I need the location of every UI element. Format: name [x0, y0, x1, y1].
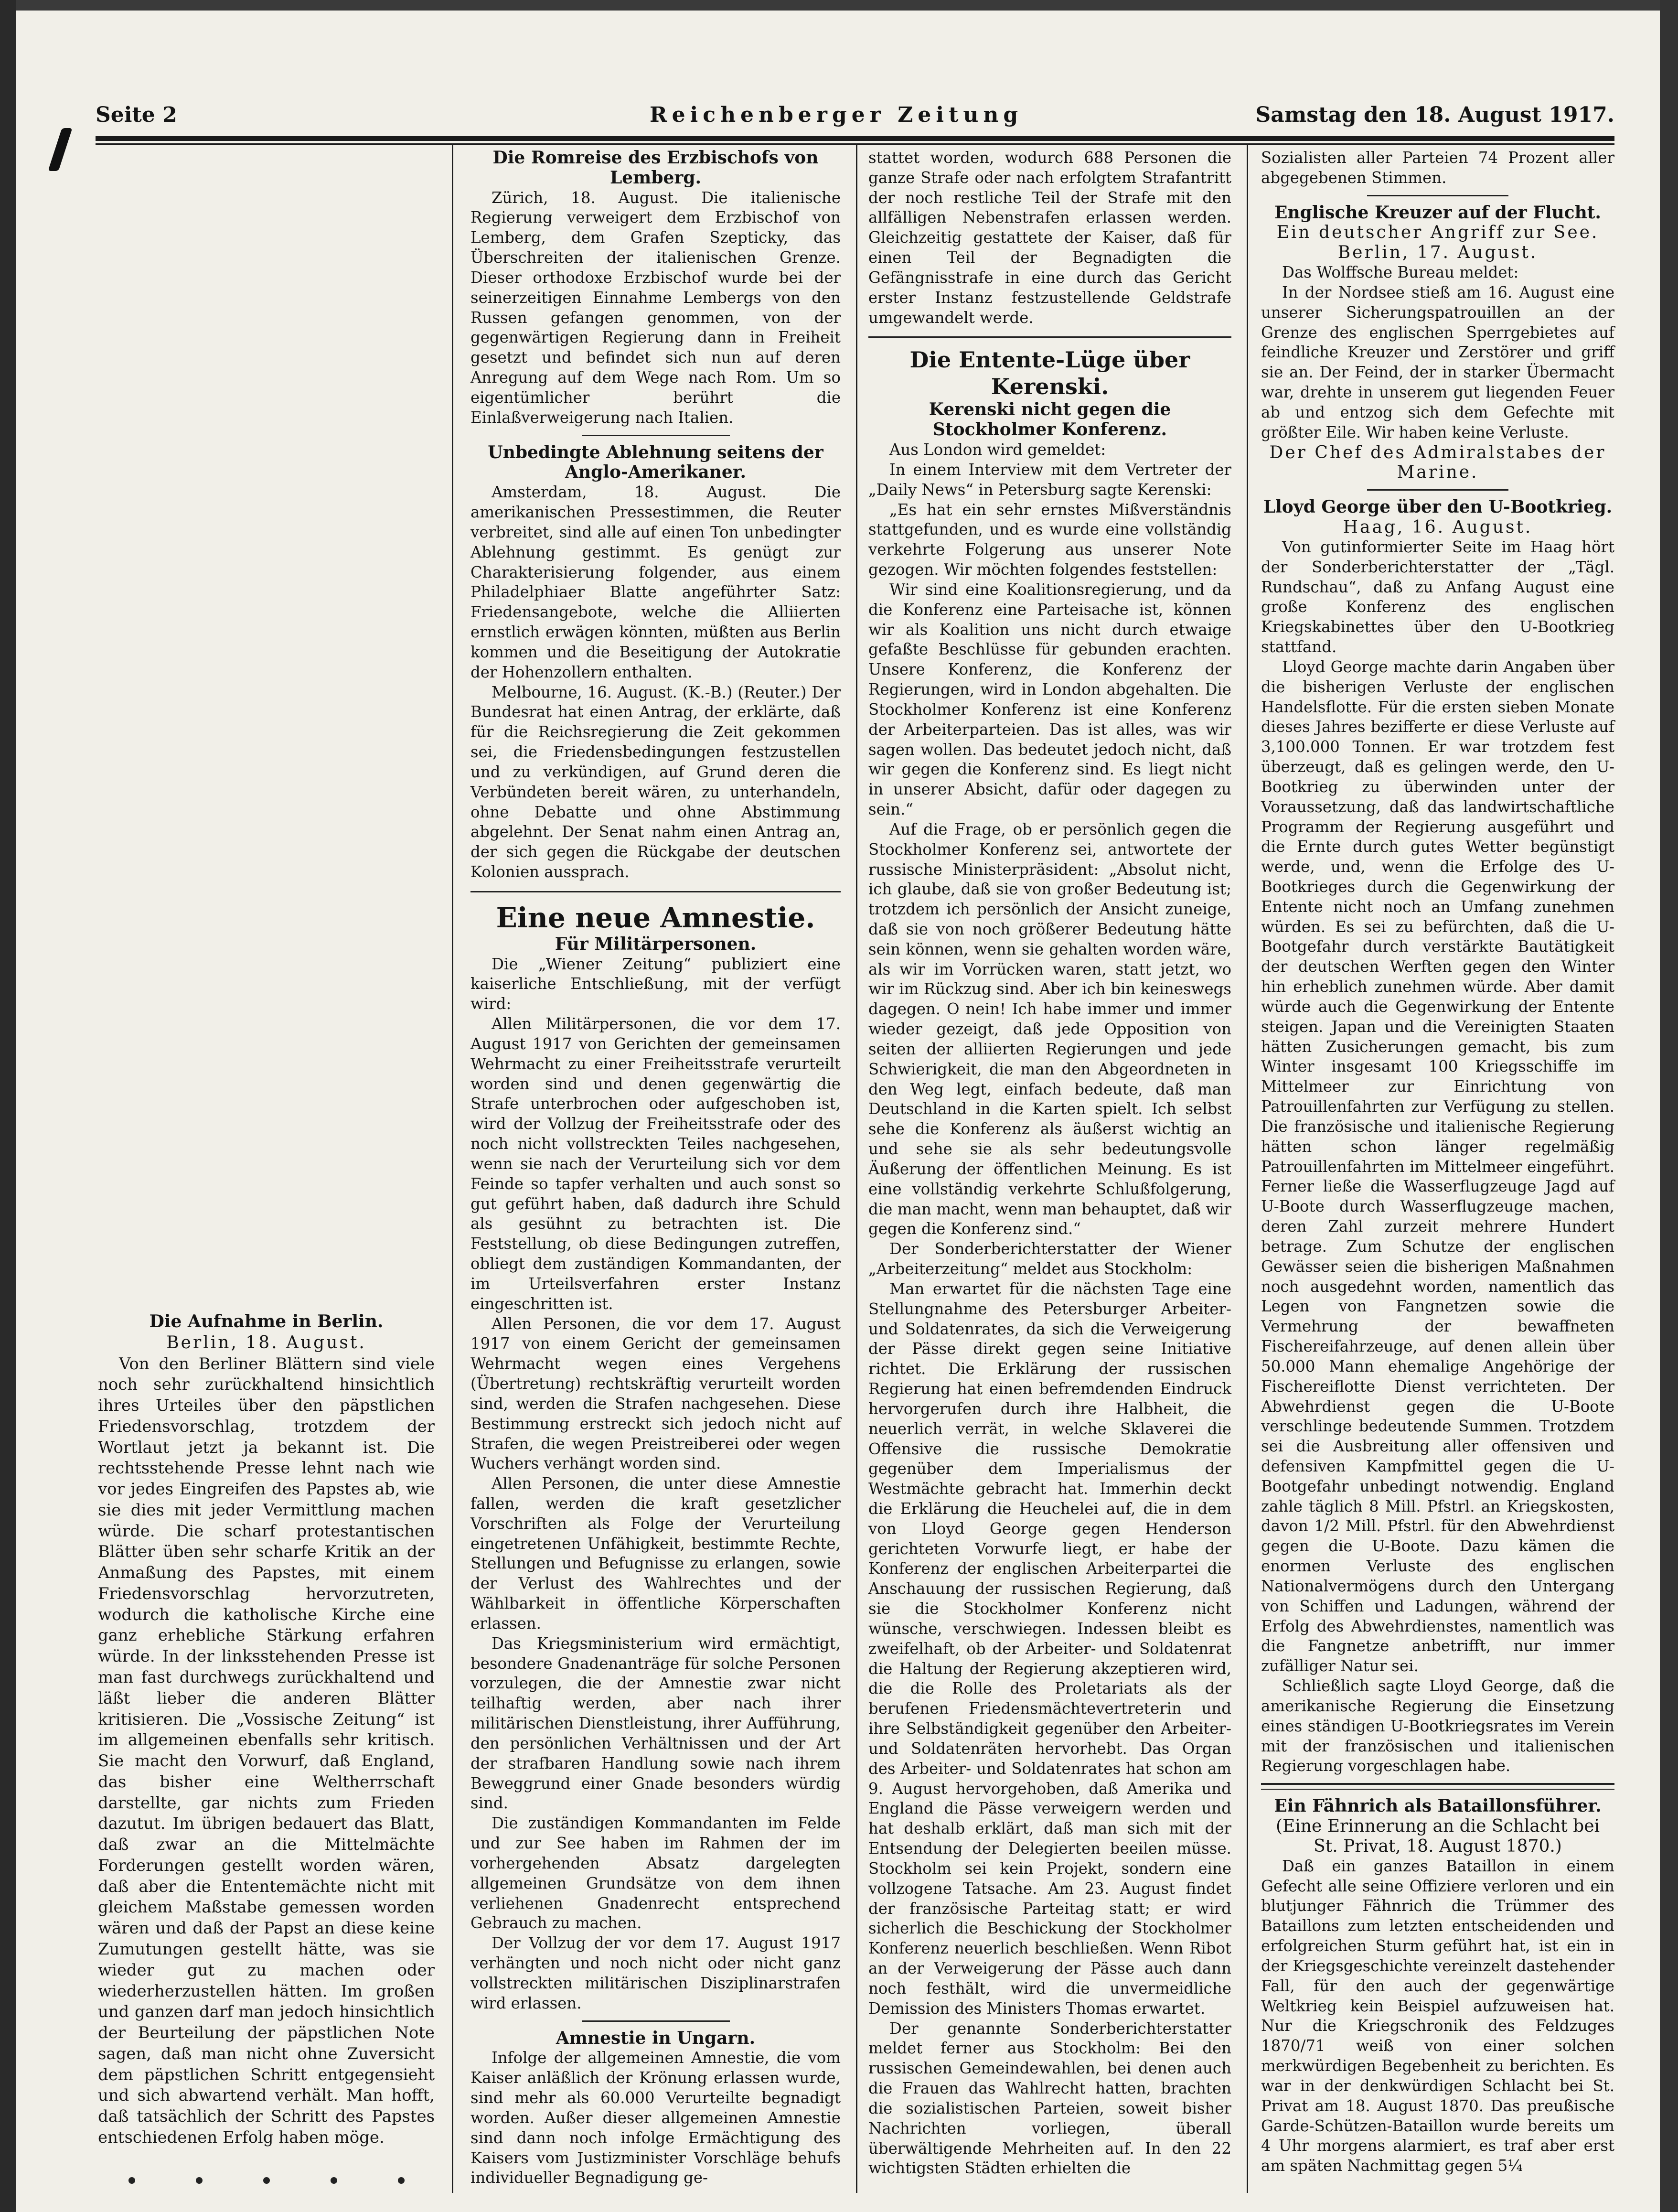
dateline: Berlin, 18. August.	[166, 1332, 366, 1353]
article-text: Von gutinformierter Seite im Haag hört der Sonderberichterstatter der „Tägl. Rundschau“, daß zu Anfang August eine große Konferenz des englischen Kriegskabinettes über den U-Bootkrieg stattfand.	[1261, 537, 1614, 656]
article-subheading: (Eine Erinnerung an die Schlacht bei St. Privat, 18. August 1870.)	[1275, 1816, 1600, 1856]
article-subheading: Ein deutscher Angriff zur See.	[1276, 223, 1599, 243]
article-text: Der Vollzug der vor dem 17. August 1917 verhängten und noch nicht oder nicht ganz vollstreckten militärischen Disziplinarstrafen wird erlassen.	[470, 1934, 841, 2012]
article-text: Melbourne, 16. August. (K.-B.) (Reuter.) Der Bundesrat hat einen Antrag, der erklärte, daß für die Reichsregierung die Zeit gekommen sei, die Friedensbedingungen festzustellen und zu verkündigen, auf Grund deren die Verbündeten bereit wären, zu unterhandeln, ohne Debatte und ohne Abstimmung abgelehnt. Der Senat nahm einen Antrag an, der sich gegen die Rückgabe der deutschen Kolonien aussprach.	[470, 683, 841, 881]
header-rule-thin	[96, 143, 1614, 145]
page-header	[96, 98, 1614, 136]
scan-right-edge	[1660, 0, 1678, 2212]
article-text: Allen Personen, die vor dem 17. August 1917 von einem Gericht der gemeinsamen Wehrmacht wegen eines Vergehens (Übertretung) rechtskräftig verurteilt worden sind, werden die Strafen nachgesehen. Diese Bestimmung erstreckt sich jedoch nicht auf Strafen, die wegen Preistreiberei oder wegen Wuchers verhängt worden sind.	[470, 1314, 841, 1473]
article-text: Der genannte Sonderberichterstatter meldet ferner aus Stockholm: Bei den russischen Gemeindewahlen, bei denen auch die Frauen das Wahlrecht hatten, brachten die sozialistischen Parteien, soweit bisher Nachrichten vorliegen, überall überwältigende Mehrheiten auf. In den 22 wichtigsten Städten erhielten die	[868, 2019, 1231, 2178]
article-subheading: Kerenski nicht gegen die Stockholmer Konferenz.	[929, 399, 1171, 440]
article-text: stattet worden, wodurch 688 Personen die ganze Strafe oder nach erfolgtem Strafantritt der noch restliche Teil der Strafe mit den allfälligen Nebenstrafen erlassen werden. Gleichzeitig gestattete der Kaiser, daß für einen Teil der Begnadigten die Gefängnisstrafe in eine durch das Gericht erster Instanz festzustellende Geldstrafe umgewandelt werde.	[868, 149, 1231, 327]
article-text: „Es hat ein sehr ernstes Mißverständnis stattgefunden, und es wurde eine vollständig verkehrte Folgerung aus unserer Note gezogen. Wir möchten folgendes feststellen:	[868, 500, 1231, 579]
article-text: Das Kriegsministerium wird ermächtigt, besondere Gnadenanträge für solche Personen vorzulegen, die der Amnestie zwar nicht teilhaftig werden, aber nach ihrer militärischen Dienstleistung, ihrer Aufführung, den persönlichen Verhältnissen und der Art der strafbaren Handlung sowie nach ihrem Beweggrund einer Gnade besonders würdig sind.	[470, 1634, 841, 1813]
column-rule-3	[1247, 143, 1248, 2193]
article-text: Aus London wird gemeldet:	[889, 440, 1106, 459]
ornament-dot	[398, 2177, 405, 2184]
column-end-ornament	[98, 2171, 435, 2191]
section-rule	[582, 2020, 730, 2022]
ornament-dot	[196, 2177, 203, 2184]
article-subheading: Für Militärpersonen.	[555, 934, 757, 954]
article-text: Sozialisten aller Parteien 74 Prozent aller abgegebenen Stimmen.	[1261, 149, 1614, 187]
article-text: Allen Militärpersonen, die vor dem 17. August 1917 von Gerichten der gemeinsamen Wehrmacht zu einer Freiheitsstrafe verurteilt worden sind und denen gegenwärtig die Strafe unterbrochen oder aufgeschoben ist, wird der Vollzug der Freiheitsstrafe oder des noch nicht vollstreckten Teiles nachgesehen, wenn sie nach der Verurteilung sich vor dem Feinde so tapfer verhalten und auch sonst so gut geführt haben, daß dadurch ihre Schuld als gesühnt zu betrachten ist. Die Feststellung, ob diese Bedingungen zutreffen, obliegt dem zuständigen Kommandanten, der im Urteilsverfahren erster Instanz eingeschritten ist.	[470, 1015, 841, 1313]
article-text: In der Nordsee stieß am 16. August eine unserer Sicherungspatrouillen an der Grenze des englischen Sperrgebietes auf feindliche Kreuzer und Zerstörer und griff sie an. Der Feind, der in starker Übermacht war, drehte in unserem gut liegenden Feuer ab und entzog sich dem Gefechte mit größter Eile. Wir haben keine Verluste.	[1261, 283, 1614, 441]
page-number: Seite 2	[96, 103, 177, 127]
article-text: Lloyd George machte darin Angaben über die bisherigen Verluste der englischen Handelsflotte. Für die ersten sieben Monate dieses Jahres bezifferte er diese Verluste auf 3,100.000 Tonnen. Er war trotzdem fest überzeugt, daß es gelingen werde, den U-Bootkrieg zu überwinden unter der Voraussetzung, daß das landwirtschaftliche Programm der Regierung ausgeführt und die Ernte durch gutes Wetter begünstigt werde, und, wenn die Erfolge des U-Bootkrieges durch die Gegenwirkung der Entente nicht noch an Umfang zunehmen würden. Es sei zu befürchten, daß die U-Bootgefahr durch verstärkte Bautätigkeit der deutschen Werften gegen den Winter hin erheblich zunehmen würde. Aber damit würde auch die Gegenwirkung der Entente steigen. Japan und die Vereinigten Staaten hätten Zusicherungen gemacht, bis zum Winter insgesamt 100 Kriegsschiffe im Mittelmeer zur Einrichtung von Patrouillenfahrten zur Verfügung zu stellen. Die französische und italienische Regierung hätten schon länger regelmäßig Patrouillenfahrten im Mittelmeer eingeführt. Ferner ließe die Wasserflugzeuge Jagd auf U-Boote durch Wasserflugzeuge machen, deren Zahl zurzeit mehrere Hundert betrage. Zum Schutze der englischen Gewässer seien die bisherigen Maßnahmen noch ausgedehnt worden, namentlich das Legen von Fangnetzen sowie die Vermehrung der bewaffneten Fischereifahrzeuge, auf denen allein über 50.000 Mann ehemalige Angehörige der Fischereiflotte Dienst verrichteten. Der Abwehrdienst gegen die U-Boote verschlinge bedeutende Summen. Trotzdem sei die Ausbreitung aller offensiven und defensiven Kampfmittel gegen die U-Bootgefahr unbedingt notwendig. England zahle täglich 8 Mill. Pfstrl. an Kriegskosten, davon 1/2 Mill. Pfstrl. für den Abwehrdienst gegen die U-Boote. Dazu kämen die enormen Verluste des englischen Nationalvermögens durch den Untergang von Schiffen und Ladungen, während der Erfolg des Abwehrdienstes, namentlich was die Fangnetze anbetrifft, nur immer zufälliger Natur sei.	[1261, 657, 1614, 1675]
section-rule	[1367, 489, 1508, 491]
column-rule-2	[856, 143, 857, 2193]
article-text: In einem Interview mit dem Vertreter der „Daily News“ in Petersburg sagte Kerenski:	[868, 460, 1231, 499]
article-text: Schließlich sagte Lloyd George, daß die amerikanische Regierung die Einsetzung eines ständigen U-Bootkriegsrates im Verein mit der französischen und italienischen Regierung vorgeschlagen habe.	[1261, 1677, 1614, 1775]
ornament-dot	[128, 2177, 135, 2184]
article-text: Infolge der allgemeinen Amnestie, die vom Kaiser anläßlich der Krönung erlassen wurde, sind mehr als 60.000 Verurteilte begnadigt worden. Außer dieser allgemeinen Amnestie sind dann noch infolge Ermächtigung des Kaisers vom Justizminister Vorschläge behufs individueller Begnadigung ge-	[470, 2049, 841, 2187]
column-4	[1261, 148, 1614, 2176]
section-rule-double	[1261, 1783, 1614, 1790]
column-3	[868, 148, 1231, 2179]
column-rule-1	[452, 143, 453, 2193]
signature-line: Der Chef des Admiralstabes der Marine.	[1269, 442, 1606, 483]
article-text: Man erwartet für die nächsten Tage eine Stellungnahme des Petersburger Arbeiter- und Soldatenrates, da sich die Verweigerung der Pässe direkt gegen seine Initiative richtet. Die Erklärung der russischen Regierung hat einen befremdenden Eindruck hervorgerufen durch ihre Halbheit, die neuerlich verrät, in welche Sklaverei die Offensive die russische Demokratie gegenüber dem Imperialismus der Westmächte gebracht hat. Immerhin deckt die Erklärung die Heuchelei auf, die in dem von Lloyd George gegen Henderson gerichteten Vorwurfe liegt, er habe der Konferenz der englischen Arbeiterpartei die Anschauung der russischen Regierung, daß sie die Stockholmer Konferenz nicht wünsche, verschwiegen. Indessen bleibt es zweifelhaft, ob der Arbeiter- und Soldatenrat die Haltung der Regierung akzeptieren wird, die die Rolle des Proletariats als der berufenen Friedensmächtevertreterin und ihre Selbständigkeit gegenüber den Arbeiter- und Soldatenräten hervorhebt. Das Organ des Arbeiter- und Soldatenrates hat schon am 9. August hervorgehoben, daß Amerika und England die Pässe verweigern werden und hat deshalb erklärt, daß man sich mit der Entsendung der Delegierten beeilen müsse. Stockholm sei kein Projekt, sondern eine vollzogene Tatsache. Am 23. August findet der französische Parteitag statt; er wird sicherlich die Beschickung der Stockholmer Konferenz neuerlich beschließen. Wenn Ribot an der Verweigerung der Pässe auch dann noch festhält, wird die unvermeidliche Demission des Ministers Thomas erwartet.	[868, 1279, 1231, 2018]
scan-top-edge	[0, 0, 1678, 11]
article-text: Die „Wiener Zeitung“ publiziert eine kaiserliche Entschließung, mit der verfügt wird:	[470, 955, 841, 1013]
article-heading: Amnestie in Ungarn.	[556, 2028, 756, 2048]
article-headline: Eine neue Amnestie.	[496, 901, 815, 934]
issue-date: Samstag den 18. August 1917.	[1255, 103, 1614, 127]
article-heading: Lloyd George über den U-Bootkrieg.	[1263, 497, 1613, 517]
section-rule	[1367, 195, 1508, 196]
header-rule	[96, 136, 1614, 141]
margin-mark	[48, 128, 72, 171]
column-1	[98, 1311, 435, 2148]
scan-left-edge	[0, 0, 16, 2212]
article-heading: Englische Kreuzer auf der Flucht.	[1274, 202, 1601, 223]
article-text: Zürich, 18. August. Die italienische Regierung verweigert dem Erzbischof von Lemberg, dem Grafen Szepticky, das Überschreiten der italienischen Grenze. Dieser orthodoxe Erzbischof wurde bei der seinerzeitigen Einnahme Lembergs von den Russen gefangen genommen, von der gegenwärtigen Regierung dann in Freiheit gesetzt und befindet sich nun auf deren Anregung auf dem Wege nach Rom. Um so eigentümlicher berührt die Einlaßverweigerung nach Italien.	[470, 188, 841, 427]
column-2	[470, 148, 841, 2188]
article-headline: Die Entente-Lüge über Kerenski.	[909, 347, 1190, 400]
article-text: Auf die Frage, ob er persönlich gegen die Stockholmer Konferenz sei, antwortete der russische Ministerpräsident: „Absolut nicht, ich glaube, daß sie von großer Bedeutung ist; trotzdem ich persönlich der Ansicht zuneige, daß sie von noch größerer Bedeutung hätte sein können, wenn sie gehalten worden wäre, als wir im Vorrücken waren, statt jetzt, wo wir im Rückzug sind. Aber ich bin keineswegs dagegen. O nein! Ich habe immer und immer wieder gezeigt, daß jede Opposition von seiten der alliierten Regierungen und jede Schwierigkeit, die man den Abgeordneten in den Weg legt, einfach bedeute, daß man Deutschland in die Karten spielt. Ich selbst sehe die Konferenz als äußerst wichtig an und sehe sie als sehr bedeutungsvolle Äußerung der öffentlichen Meinung. Es ist eine vollständig verkehrte Schlußfolgerung, die man macht, wenn man behauptet, daß wir gegen die Konferenz sind.“	[868, 820, 1231, 1238]
article-text: Daß ein ganzes Bataillon in einem Gefecht alle seine Offiziere verloren und ein blutjunger Fähnrich die Trümmer des Bataillons zum letzten entscheidenden und erfolgreichen Sturm geführt hat, ist ein in der Kriegsgeschichte vereinzelt dastehender Fall, für den auch der gegenwärtige Weltkrieg kein Beispiel aufzuweisen hat. Nur die Kriegschronik des Feldzuges 1870/71 weiß von einer solchen merkwürdigen Begebenheit zu berichten. Es war in der denkwürdigen Schlacht bei St. Privat am 18. August 1870. Das preußische Garde-Schützen-Bataillon wurde bereits um 4 Uhr morgens alarmiert, es traf aber erst am späten Nachmittag gegen 5¼	[1261, 1857, 1614, 2175]
dateline: Berlin, 17. August.	[1337, 243, 1538, 263]
article-text: Das Wolffsche Bureau meldet:	[1282, 263, 1519, 282]
dateline: Haag, 16. August.	[1343, 517, 1533, 537]
article-text: Wir sind eine Koalitionsregierung, und da die Konferenz eine Parteisache ist, können wir als Koalition uns nicht durch etwaige gefaßte Beschlüsse für gebunden erachten. Unsere Konferenz, die Konferenz der Regierungen, wird in London abgehalten. Die Stockholmer Konferenz ist eine Konferenz der Arbeiterparteien. Das ist alles, was wir sagen wollen. Das bedeutet jedoch nicht, daß wir gegen die Konferenz sind. Es liegt nicht in unserer Absicht, dafür oder dagegen zu sein.“	[868, 580, 1231, 819]
ornament-dot	[263, 2177, 270, 2184]
article-text: Die zuständigen Kommandanten im Felde und zur See haben im Rahmen der im vorhergehenden Absatz dargelegten allgemeinen Grundsätze von dem ihnen verliehenen Gnadenrecht entsprechend Gebrauch zu machen.	[470, 1814, 841, 1933]
article-heading: Unbedingte Ablehnung seitens der Anglo-Amerikaner.	[488, 442, 823, 483]
article-text: Allen Personen, die unter diese Amnestie fallen, werden die kraft gesetzlicher Vorschriften als Folge der Verurteilung eingetretenen Unfähigkeit, bestimmte Rechte, Stellungen und Befugnisse zu erlangen, sowie der Verlust des Wahlrechtes und der Wählbarkeit in öffentliche Körperschaften erlassen.	[470, 1474, 841, 1632]
article-heading: Die Aufnahme in Berlin.	[149, 1311, 384, 1331]
section-rule	[582, 435, 730, 436]
masthead: Reichenberger Zeitung	[650, 103, 1023, 127]
article-text: Amsterdam, 18. August. Die amerikanischen Pressestimmen, die Reuter verbreitet, sind alle auf einen Ton unbedingter Ablehnung gestimmt. Es genügt zur Charakterisierung folgender, aus einem Philadelphiaer Blatte angeführter Satz: Friedensangebote, welche die Alliierten ernstlich erwägen könnten, müßten aus Berlin kommen und die Beseitigung der Autokratie der Hohenzollern enthalten.	[470, 483, 841, 681]
section-rule	[470, 891, 841, 892]
ornament-dot	[331, 2177, 337, 2184]
article-heading: Die Romreise des Erzbischofs von Lemberg.	[492, 148, 819, 188]
article-text: Von den Berliner Blättern sind viele noch sehr zurückhaltend hinsichtlich ihres Urteiles über den päpstlichen Friedensvorschlag, trotzdem der Wortlaut jetzt ja bekannt ist. Die rechtsstehende Presse lehnt nach wie vor jedes Eingreifen des Papstes ab, wie sie dies mit jeder Vermittlung machen würde. Die scharf protestantischen Blätter üben sehr scharfe Kritik an der Anmaßung des Papstes, mit einem Friedensvorschlag hervorzutreten, wodurch die katholische Kirche eine ganz erhebliche Stärkung erfahren würde. In der linksstehenden Presse ist man fast durchwegs zurückhaltend und läßt lieber die anderen Blätter kritisieren. Die „Vossische Zeitung“ ist im allgemeinen ebenfalls sehr kritisch. Sie macht den Vorwurf, daß England, das bisher eine Weltherrschaft darstellte, gar nichts zum Frieden dazutut. Im übrigen bedauert das Blatt, daß zwar an die Mittelmächte Forderungen gestellt worden wären, daß aber die Ententemächte nicht mit gleichem Maßstabe gemessen worden wären und daß der Papst an diese keine Zumutungen gestellt hätte, was sie wieder gut zu machen oder wiederherzustellen hätten. Im großen und ganzen darf man jedoch hinsichtlich der Beurteilung der päpstlichen Note sagen, daß man nicht ohne Zuversicht dem päpstlichen Schritt entgegensieht und sich abwartend verhält. Man hofft, daß tatsächlich der Schritt des Papstes entschiedenen Erfolg haben möge.	[98, 1354, 435, 2147]
section-rule	[868, 336, 1231, 338]
article-heading: Ein Fähnrich als Bataillonsführer.	[1274, 1796, 1602, 1816]
article-text: Der Sonderberichterstatter der Wiener „Arbeiterzeitung“ meldet aus Stockholm:	[868, 1240, 1231, 1278]
